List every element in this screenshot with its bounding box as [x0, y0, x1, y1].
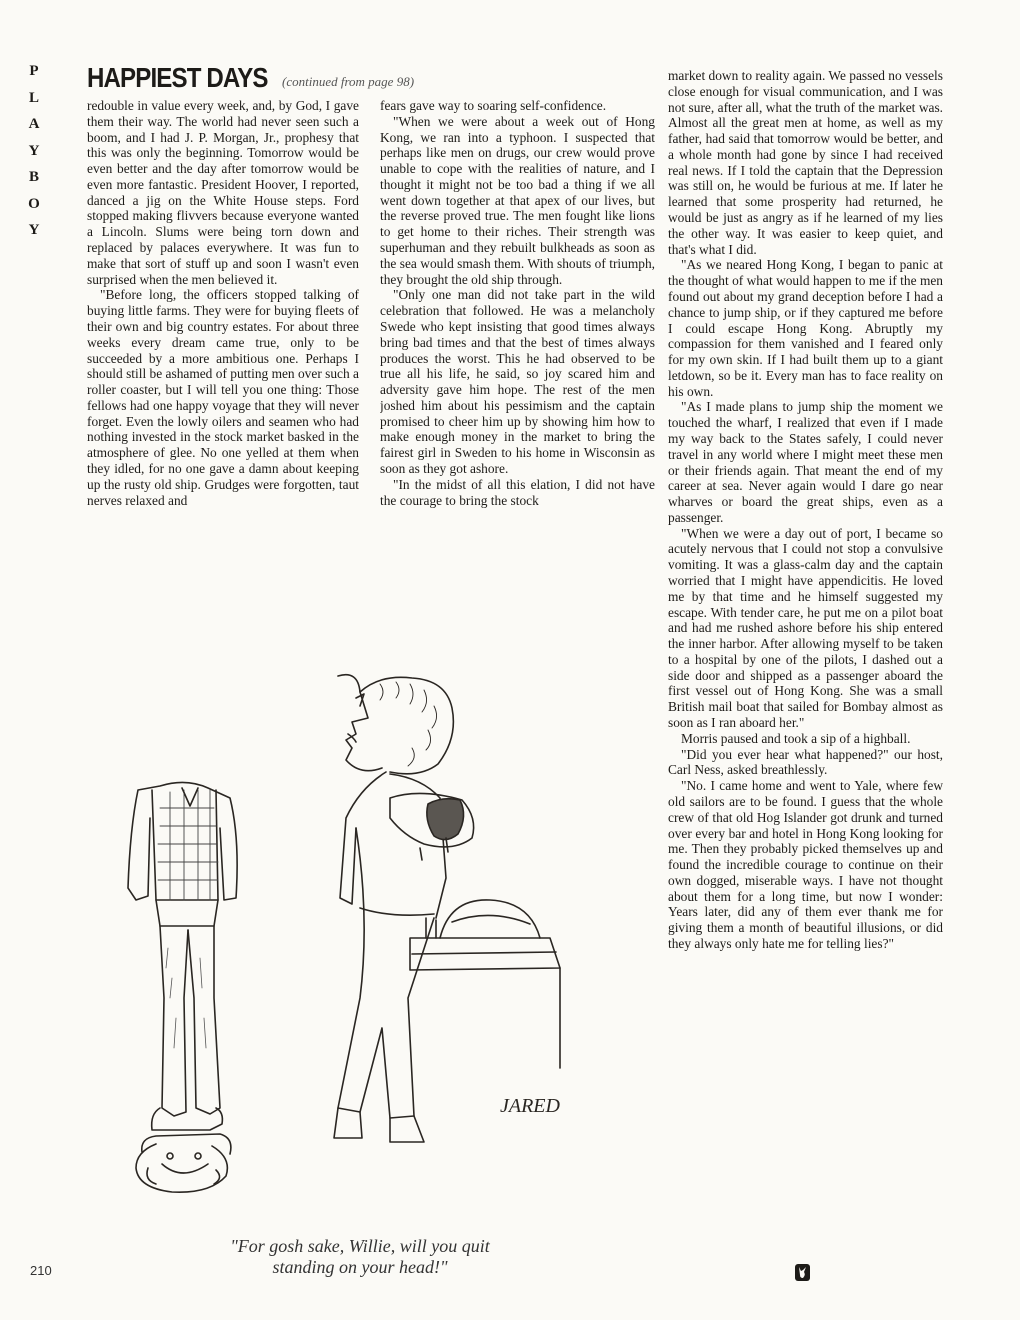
page-number: 210 [30, 1263, 52, 1278]
caption-line-2: standing on your head!" [272, 1257, 448, 1277]
text-column-1 [87, 98, 359, 648]
artist-signature: JARED [500, 1095, 560, 1117]
paragraph: "Did you ever hear what happened?" our host, Carl Ness, asked breathlessly. [668, 746, 943, 778]
paragraph: "No. I came home and went to Yale, where few old sailors are to be found. I guess that the whole crew of that old Hog Islander got drunk and turned over every bar and hotel in Hong Kong looking for me. Then they probably picked themselves up and found the incredible courage to continue on their own dogged, miserable ways. I have not thought about them for a long time, but now I wonder: Years later, did any of them ever thank me for giving them a month of beautiful illusions, or did they always only hate me for telling lies?" [668, 778, 943, 951]
mother-figure [334, 675, 474, 1142]
willie-figure [128, 782, 237, 1192]
caption-line-1: "For gosh sake, Willie, will you quit [230, 1236, 490, 1256]
logo-letter: P [29, 63, 39, 79]
paragraph: "Only one man did not take part in the wild celebration that followed. He was a melancholy Swede who kept insisting that good times always bring bad times and that the best of times always produces the worst. This he had observed to be true all his life, he said, so joy scared him and adversity gave him hope. The rest of the men joshed him about his pessimism and the captain promised to cheer him up by showing him how to make enough money in the market to bring the fairest girl in Sweden to his home in Wisconsin as soon as they got ashore. [380, 287, 655, 476]
paragraph: "When we were about a week out of Hong Kong, we ran into a typhoon. I suspected that perhaps like men on drugs, our crew would prove unable to cope with the realities of nature, and I thought it might not be too bad a thing if we all went down together at that apex of our lives, but the reverse proved true. The men fought like lions to get home to their riches. Their strength was superhuman and they rebuilt bulkheads as soon as the sea would smash them. With shouts of triumph, they brought the old ship through. [380, 113, 655, 287]
continued-note: (continued from page 98) [282, 74, 415, 89]
article-title: HAPPIEST DAYS [87, 62, 268, 93]
paragraph: redouble in value every week, and, by God, I gave them their way. The world had never seen such a boom, and I had J. P. Morgan, Jr., prophesy that this was only the beginning. Tomorrow would be even better and the day after tomorrow would be even more fantastic. President Hoover, I reported, danced a jig on the White House steps. Ford stopped making flivvers because everyone wanted a Lincoln. Slums were being torn down and replaced by palaces everywhere. It was fun to make that sort of stuff up and soon I wasn't even surprised when the men believed it. [87, 98, 359, 287]
cartoon-caption [180, 1236, 540, 1278]
paragraph: fears gave way to soaring self-confidence. [380, 98, 607, 113]
article-header [87, 62, 415, 94]
paragraph: "When we were a day out of port, I became so acutely nervous that I could not stop a convulsive vomiting. It was a glass-calm day and the captain worried that I might have appendicitis. He loved me by that time and he himself suggested my escape. With tender care, he put me on a pilot boat and had me rushed ashore before his ship entered the inner harbor. After allowing myself to be taken to a hospital by one of the pilots, I dashed out a side door and shipped as a passenger aboard the first vessel out of Hong Kong. She was a small British mail boat that sailed for Bombay almost as soon as I ran aboard her." [668, 525, 943, 731]
logo-letter: Y [28, 222, 40, 238]
text-column-3 [668, 68, 943, 1268]
rabbit-head-glyph [797, 1266, 808, 1279]
logo-letter: L [28, 89, 39, 106]
cartoon-illustration [90, 668, 650, 1213]
paragraph: "In the midst of all this elation, I did not have the courage to bring the stock [380, 476, 655, 508]
logo-letter: B [28, 169, 39, 185]
rabbit-head-icon [795, 1264, 810, 1281]
paragraph: "As we neared Hong Kong, I began to panic at the thought of what would happen to me if the men found out about my grand deception before I had a chance to jump ship, or if they captured me before I could escape Hong Kong. Abruptly my compassion for them vanished and I feared only for my own skin. If I had built them up to a giant letdown, so be it. Every man has to face reality on his own. [668, 257, 943, 399]
paragraph: "As I made plans to jump ship the moment we touched the wharf, I realized that even if I made my way back to the States safely, I could never travel in any world where I might meet these men or their friends again. That meant the end of my career at sea. Never again would I dare go near wharves or board the great ships, even as a passenger. [668, 399, 943, 525]
paragraph: market down to reality again. We passed no vessels close enough for visual communication, and I was not sure, after all, what the truth of the market was. Almost all the great men at home, as well as my father, had said that tomorrow would be better, and a whole month had gone by since I had received real news. If I told the captain that the Depression was still on, he would be furious at me. If later he learned that some prosperity had returned, he would be just as angry as if he learned of my lies the other way. It was easier to keep quiet, and that's what I did. [668, 68, 943, 257]
text-column-2 [380, 98, 655, 648]
logo-letter: O [28, 195, 40, 212]
paragraph: "Before long, the officers stopped talking of buying little farms. They were for buying fleets of their own and big country estates. For about three weeks every dream came true, only to be succeeded by a more ambitious one. Perhaps I should still be ashamed of putting men over such a roller coaster, but I will tell you one thing: Those fellows had one happy voyage that they will never forget. Even the lowly oilers and seamen who had nothing invested in the stock market basked in the atmosphere of glee. No one yelled at them when they idled, for no one gave a damn about keeping up the rusty old ship. Grudges were forgotten, taut nerves relaxed and [87, 287, 359, 508]
paragraph: Morris paused and took a sip of a highball. [681, 730, 911, 746]
vertical-magazine-logo [26, 58, 42, 244]
logo-letter: Y [28, 142, 40, 159]
logo-letter: A [28, 116, 40, 132]
